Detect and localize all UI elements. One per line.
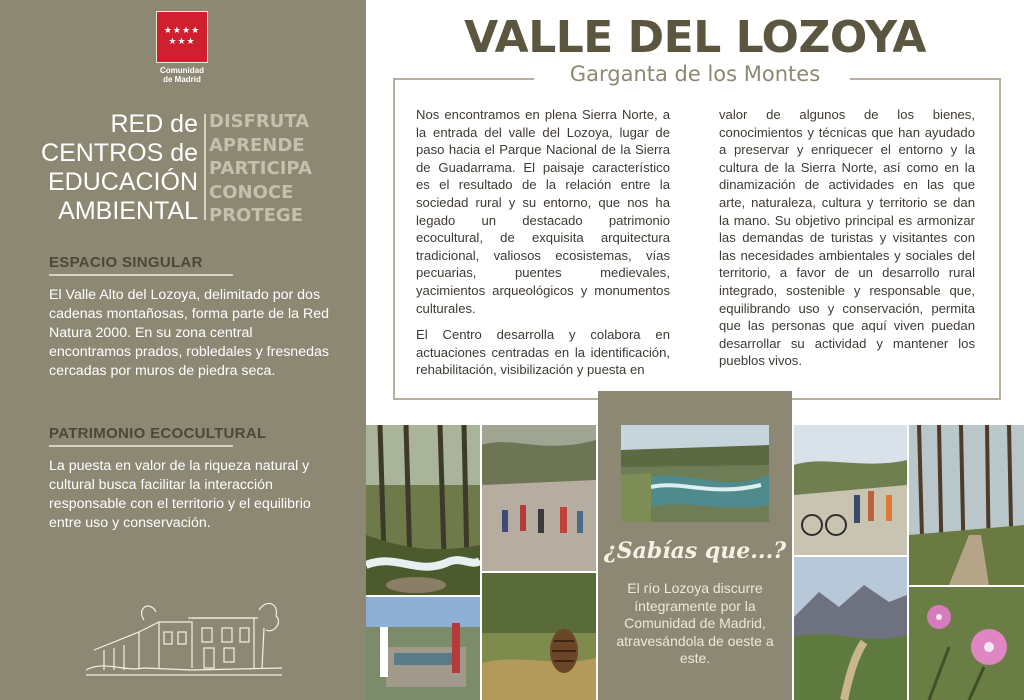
sabias-text: El río Lozoya discurre íntegramente por la Comunidad de Madrid, atravesándola de oeste a este. <box>616 580 774 667</box>
comunidad-madrid-logo <box>156 11 212 84</box>
network-title: RED de CENTROS de EDUCACIÓN AMBIENTAL <box>41 110 198 225</box>
photo-hikers <box>482 425 596 571</box>
page-title: VALLE DEL LOZOYA <box>464 12 926 63</box>
espacio-heading: ESPACIO SINGULAR <box>49 254 203 271</box>
photo-forest-stream <box>366 425 480 595</box>
espacio-rule <box>49 274 233 276</box>
body-paragraph: El Centro desarrolla y colabora en actuaciones centradas en la identificación, rehabilitación, visibilización y puesta en <box>416 327 670 378</box>
photo-pink-flowers <box>909 587 1024 700</box>
photo-mountain-trail <box>794 557 907 700</box>
logo-text: Comunidad de Madrid <box>160 66 204 84</box>
photo-stone-fountain <box>366 597 480 700</box>
verb: PARTICIPA <box>209 158 312 179</box>
verb: APRENDE <box>209 134 305 156</box>
photo-pinecone <box>482 573 596 700</box>
verbs-divider <box>204 114 206 220</box>
espacio-text: El Valle Alto del Lozoya, delimitado por dos cadenas montañosas, forma parte de la Red Natura 2000. En su zona central encontramos prados, robledales y fresnedas cercadas por muros de piedra seca. <box>49 287 329 379</box>
patrimonio-heading: PATRIMONIO ECOCULTURAL <box>49 425 267 442</box>
verb: DISFRUTA <box>209 111 310 132</box>
building-illustration-icon <box>84 590 284 685</box>
madrid-flag-icon: ★★★★ ★★★ <box>156 11 208 63</box>
sabias-title: ¿Sabías que...? <box>603 538 787 564</box>
verb: CONOCE <box>209 181 294 203</box>
verbs-list <box>209 110 312 228</box>
body-paragraph: Nos encontramos en plena Sierra Norte, a la entrada del valle del Lozoya, lugar de paso hacia el Parque Nacional de la Sierra de Guadarrama. El paisaje característico es el resultado de la relación entre la sociedad rural y su entorno, que nos ha legado un destacado patrimonio ecocultural, de exquisita arquitectura tradicional, valiosos ecosistemas, vías pecuarias, puentes medievales, yacimientos arqueológicos y monumentos culturales. <box>416 107 670 316</box>
verb: PROTEGE <box>209 205 303 226</box>
photo-lozoya-river <box>621 425 769 522</box>
body-column-right <box>719 106 975 370</box>
patrimonio-text: La puesta en valor de la riqueza natural y cultural busca facilitar la interacción responsable con el territorio y el equilibrio entre uso y conservación. <box>49 458 311 531</box>
frame-top-left <box>393 78 534 80</box>
photo-pine-forest-path <box>909 425 1024 585</box>
page-subtitle: Garganta de los Montes <box>569 62 821 86</box>
body-column-left <box>416 106 670 379</box>
photo-cyclists <box>794 425 907 555</box>
frame-top-right <box>850 78 1001 80</box>
patrimonio-rule <box>49 445 233 447</box>
body-paragraph: valor de algunos de los bienes, conocimientos y técnicas que han ayudado a preservar y enriquecer el entorno y la cultura de la Sierra Norte, así como en la dinamización de actividades en las que arte, naturaleza, cultura y territorio se dan la mano. Su objetivo principal es armonizar las demandas de turistas y visitantes con las necesidades ambientales y sociales del territorio, a favor de un desarrollo rural integrado, sostenible y responsable que, equilibrando uso y conservación, permita que las personas que aquí viven puedan desarrollar su actividad y mantener los pueblos vivos. <box>719 107 975 369</box>
